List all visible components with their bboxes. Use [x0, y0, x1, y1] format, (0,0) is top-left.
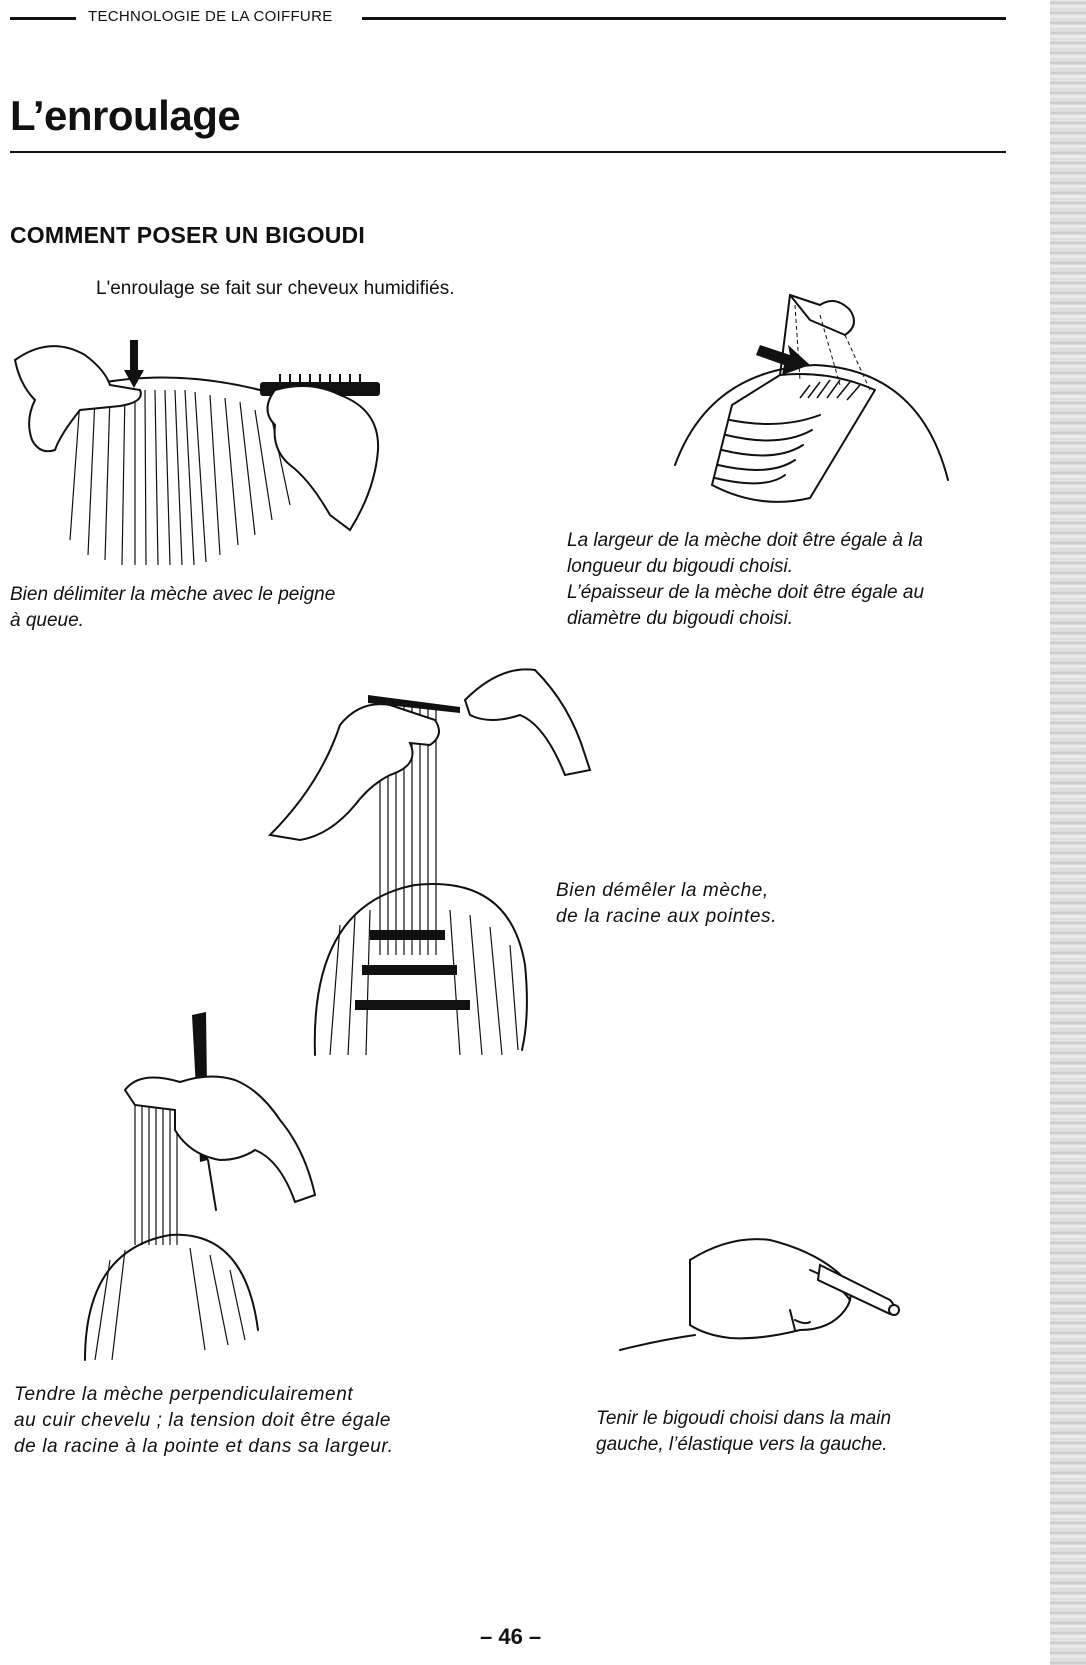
section-heading: COMMENT POSER UN BIGOUDI [10, 222, 365, 248]
caption-delimit-strand [10, 582, 335, 634]
caption-line: Tendre la mèche perpendiculairement [14, 1384, 354, 1405]
illustration-detangle-strand [270, 665, 610, 1060]
caption-line: Bien délimiter la mèche avec le peigne [10, 584, 336, 605]
caption-line: L’épaisseur de la mèche doit être égale au [567, 582, 925, 603]
intro-text: L'enroulage se fait sur cheveux humidifiés. [96, 278, 455, 299]
header-rule-left [10, 17, 76, 20]
illustration-tension-strand [80, 1010, 330, 1370]
caption-line: diamètre du bigoudi choisi. [567, 608, 794, 629]
caption-detangle-strand [556, 878, 777, 930]
title-rule [10, 151, 1006, 153]
caption-line: longueur du bigoudi choisi. [567, 556, 794, 577]
caption-hold-curler [596, 1406, 891, 1458]
scan-page-edge [1050, 0, 1086, 1665]
caption-strand-size [567, 528, 924, 632]
caption-tension-strand [14, 1382, 394, 1460]
caption-line: de la racine à la pointe et dans sa largeur. [14, 1436, 394, 1457]
header-rule-right [362, 17, 1006, 20]
caption-line: au cuir chevelu ; la tension doit être égale [14, 1410, 392, 1431]
page-number: – 46 – [480, 1624, 542, 1649]
page-title: L’enroulage [10, 92, 241, 139]
running-head: TECHNOLOGIE DE LA COIFFURE [88, 8, 333, 25]
illustration-strand-size [670, 280, 960, 530]
caption-line: gauche, l’élastique vers la gauche. [596, 1434, 888, 1455]
caption-line: Bien démêler la mèche, [556, 880, 769, 901]
illustration-delimit-strand [10, 340, 410, 570]
caption-line: à queue. [10, 610, 84, 631]
caption-line: La largeur de la mèche doit être égale à la [567, 530, 923, 551]
caption-line: Tenir le bigoudi choisi dans la main [596, 1408, 892, 1429]
caption-line: de la racine aux pointes. [556, 906, 777, 927]
illustration-hold-curler [620, 1230, 910, 1370]
